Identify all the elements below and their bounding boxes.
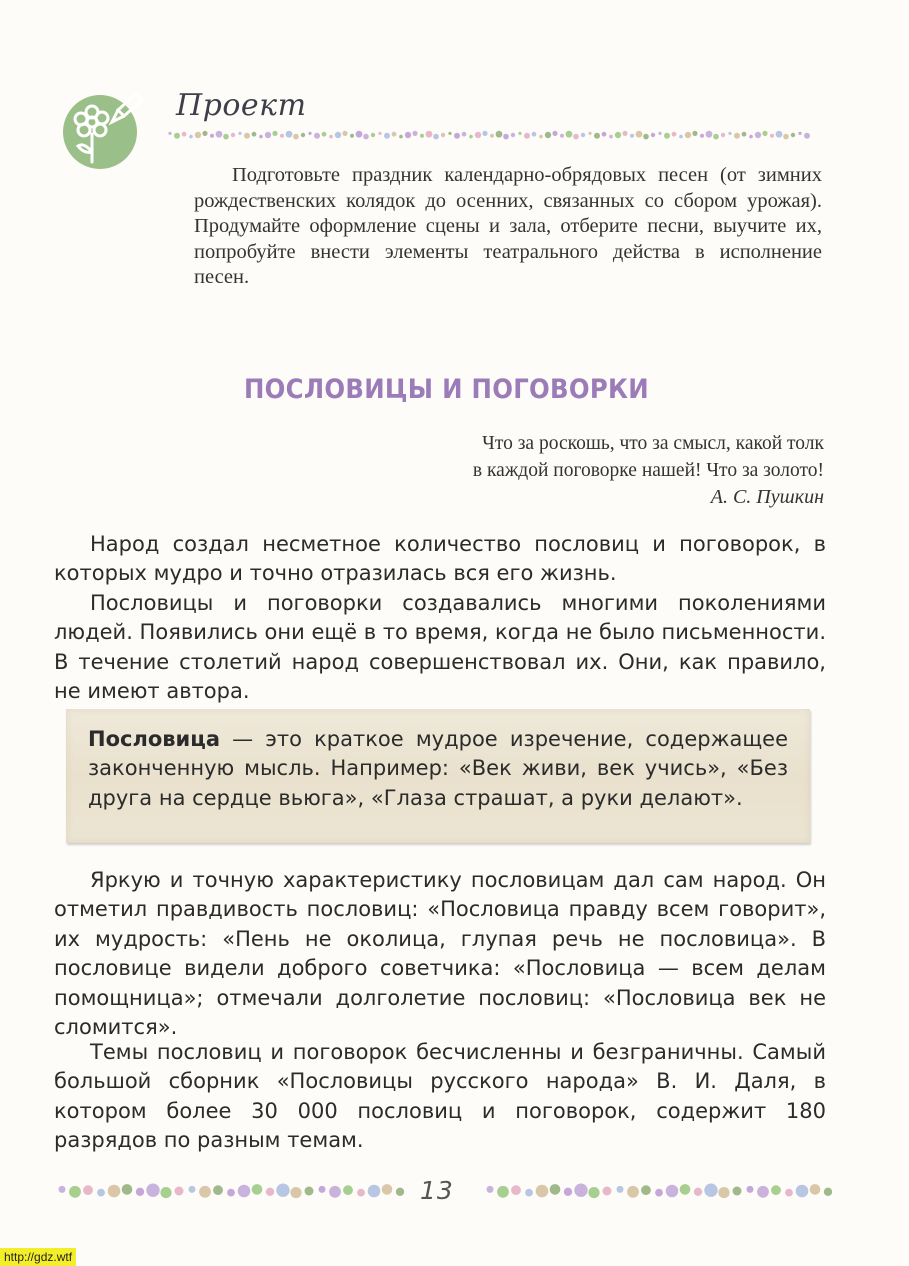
decorative-dot <box>182 132 187 137</box>
decorative-dot <box>581 133 585 137</box>
decorative-dot <box>202 131 207 136</box>
decorative-dot <box>617 1186 624 1193</box>
decorative-dot <box>108 1185 121 1198</box>
decorative-dot <box>276 1184 289 1197</box>
decorative-dot <box>713 134 719 140</box>
decorative-dot <box>168 132 171 135</box>
decorative-dot <box>704 1184 717 1197</box>
decorative-dot <box>755 132 761 138</box>
decorative-dot <box>335 132 341 138</box>
decorative-dot <box>265 132 271 138</box>
decorative-dot <box>396 1188 404 1196</box>
decorative-dot <box>189 1186 196 1193</box>
decorative-dot <box>734 133 740 139</box>
decorative-dot <box>59 1186 66 1193</box>
decorative-dot <box>382 1184 393 1195</box>
watermark-link[interactable]: http://gdz.wtf <box>0 1248 76 1266</box>
definition-box <box>66 709 810 843</box>
decorative-dot <box>252 1184 263 1195</box>
page-number: 13 <box>420 1176 454 1205</box>
decorative-dot <box>536 1185 549 1198</box>
decorative-dot <box>378 132 381 135</box>
decorative-dot <box>454 133 460 139</box>
decorative-dot <box>350 134 354 138</box>
decorative-dot <box>356 131 363 138</box>
decorative-dot <box>742 132 747 137</box>
definition-text <box>88 725 788 813</box>
decorative-dot <box>672 132 677 137</box>
decorative-dot <box>405 132 411 138</box>
decorative-dot <box>259 135 263 139</box>
decorative-dot <box>329 135 333 139</box>
decorative-dot <box>666 1185 679 1198</box>
decorative-dot <box>368 1185 381 1198</box>
decorative-dot <box>301 133 305 137</box>
definition-term: Пословица <box>88 727 220 751</box>
decorative-dot <box>511 133 515 137</box>
decorative-dot <box>136 1188 144 1196</box>
decorative-dot <box>384 133 390 139</box>
decorative-dot <box>272 131 277 136</box>
decorative-dot <box>83 1185 93 1195</box>
decorative-dot <box>174 133 180 139</box>
decorative-dot <box>733 1187 742 1196</box>
decorative-dot <box>305 1187 314 1196</box>
decorative-dot <box>195 132 201 138</box>
decorative-dot <box>609 135 613 139</box>
decorative-dot <box>213 1185 223 1195</box>
decorative-dot <box>685 132 691 138</box>
decorative-dot <box>231 133 235 137</box>
project-text: Подготовьте праздник календарно-обрядовых песен (от зимних рождественских колядок до осенних, связанных со сбором урожая). Продумайте оформление сцены и зала, отберите песни, выучите их, попробуйте внести элементы театрального действа в исполнение песен. <box>194 164 822 289</box>
decorative-dot <box>266 1188 274 1196</box>
decorative-dot <box>160 1187 171 1198</box>
decorative-dot <box>785 1189 793 1197</box>
decorative-dot <box>566 131 573 138</box>
decorative-dot <box>199 1186 211 1198</box>
decorative-dot <box>322 132 327 137</box>
flower-pencil-icon <box>62 90 144 172</box>
decorative-dots-top <box>166 127 816 143</box>
decorative-dot <box>238 1185 251 1198</box>
decorative-dot <box>651 133 655 137</box>
decorative-dots-bottom-left <box>58 1176 408 1206</box>
decorative-dot <box>588 132 591 135</box>
decorative-dot <box>762 131 767 136</box>
decorative-dot <box>594 133 600 139</box>
epigraph-author: А. С. Пушкин <box>710 486 824 508</box>
decorative-dot <box>641 1185 651 1195</box>
decorative-dot <box>210 134 214 138</box>
decorative-dot <box>824 1188 832 1196</box>
decorative-dot <box>399 135 403 139</box>
decorative-dot <box>482 131 487 136</box>
decorative-dot <box>496 131 503 138</box>
decorative-dot <box>412 131 417 136</box>
decorative-dot <box>658 132 661 135</box>
decorative-dot <box>692 131 697 136</box>
decorative-dot <box>615 132 621 138</box>
decorative-dot <box>227 1189 235 1197</box>
decorative-dot <box>122 1184 133 1195</box>
decorative-dot <box>525 1189 533 1197</box>
decorative-dot <box>497 1186 509 1198</box>
decorative-dot <box>655 1189 663 1197</box>
decorative-dot <box>539 135 543 139</box>
decorative-dot <box>791 133 795 137</box>
decorative-dot <box>552 131 557 136</box>
paragraph-1: Народ создал несметное количество пословиц и поговорок, в которых мудро и точно отразилась вся его жизнь. <box>54 532 826 586</box>
decorative-dot <box>146 1184 159 1197</box>
decorative-dot <box>564 1188 572 1196</box>
decorative-dot <box>69 1186 81 1198</box>
decorative-dot <box>238 132 241 135</box>
decorative-dot <box>487 1186 494 1193</box>
decorative-dot <box>728 132 731 135</box>
decorative-dot <box>776 131 783 138</box>
decorative-dot <box>308 132 311 135</box>
decorative-dot <box>426 131 433 138</box>
decorative-dot <box>771 1185 781 1195</box>
paragraph-2: Пословицы и поговорки создавались многими поколениями людей. Появились они ещё в то время, когда не было письменности. В течение столетий народ совершенствовал их. Они, как правило, не имеют автора. <box>54 591 826 704</box>
decorative-dot <box>627 1186 639 1198</box>
decorative-dot <box>357 1189 365 1197</box>
decorative-dot <box>175 1187 184 1196</box>
decorative-dot <box>252 132 257 137</box>
decorative-dot <box>721 133 725 137</box>
section-title: ПОСЛОВИЦЫ И ПОГОВОРКИ <box>244 374 649 405</box>
decorative-dot <box>97 1189 105 1197</box>
decorative-dot <box>798 132 801 135</box>
decorative-dot <box>680 1184 691 1195</box>
paragraph-4: Темы пословиц и поговорок бесчисленны и безграничны. Самый большой сборник «Пословицы русского народа» В. И. Даля, в котором более 30 000 пословиц и поговорок, содержит 180 разрядов по разным темам. <box>54 1040 826 1153</box>
decorative-dot <box>573 134 579 140</box>
decorative-dot <box>469 135 473 139</box>
epigraph-line-2: в каждой поговорке нашей! Что за золото! <box>472 460 824 481</box>
decorative-dots-bottom-right <box>486 1176 836 1206</box>
decorative-dot <box>223 134 229 140</box>
decorative-dot <box>630 134 634 138</box>
definition-body: — это краткое мудрое изречение, содержащее законченную мысль. Например: «Век живи, век учись», «Без друга на сердце вьюга», «Глаза страшат, а руки делают». <box>88 727 788 810</box>
decorative-dot <box>574 1184 587 1197</box>
decorative-dot <box>749 135 753 139</box>
epigraph-line-1: Что за роскошь, что за смысл, какой толк <box>482 433 824 454</box>
epigraph <box>350 430 824 511</box>
decorative-dot <box>588 1187 599 1198</box>
decorative-dot <box>343 1185 353 1195</box>
decorative-dot <box>770 134 774 138</box>
decorative-dot <box>511 1185 521 1195</box>
decorative-dot <box>433 134 439 140</box>
decorative-dot <box>189 135 193 139</box>
decorative-dot <box>475 132 481 138</box>
decorative-dot <box>329 1186 341 1198</box>
decorative-dot <box>603 1187 612 1196</box>
decorative-dot <box>244 133 250 139</box>
decorative-dot <box>524 133 530 139</box>
decorative-dot <box>371 133 375 137</box>
decorative-dot <box>796 1185 809 1198</box>
decorative-dot <box>532 132 537 137</box>
decorative-dot <box>700 134 704 138</box>
decorative-dot <box>293 134 299 140</box>
decorative-dot <box>448 132 451 135</box>
decorative-dot <box>602 132 607 137</box>
project-title: Проект <box>176 88 307 123</box>
decorative-dot <box>420 134 424 138</box>
decorative-dot <box>216 131 223 138</box>
decorative-dot <box>290 1187 301 1198</box>
decorative-dot <box>783 134 789 140</box>
decorative-dot <box>636 131 643 138</box>
decorative-dot <box>286 131 293 138</box>
decorative-dot <box>679 135 683 139</box>
decorative-dot <box>560 134 564 138</box>
decorative-dot <box>664 133 670 139</box>
decorative-dot <box>319 1186 326 1193</box>
decorative-dot <box>804 133 810 139</box>
decorative-dot <box>757 1186 769 1198</box>
decorative-dot <box>550 1184 561 1195</box>
decorative-dot <box>342 131 347 136</box>
decorative-dot <box>622 131 627 136</box>
decorative-dot <box>747 1186 754 1193</box>
decorative-dot <box>810 1184 821 1195</box>
decorative-dot <box>706 131 713 138</box>
decorative-dot <box>441 133 445 137</box>
decorative-dot <box>718 1187 729 1198</box>
paragraph-3: Яркую и точную характеристику пословицам дал сам народ. Он отметил правдивость пословиц: «Пословица правду всем говорит», их мудрость: «Пень не околица, глупая речь не пословица». В пословице видели доброго советчика: «Пословица — всем делам помощница»; отмечали долголетие пословиц: «Пословица век не сломится». <box>54 868 826 1040</box>
decorative-dot <box>314 133 320 139</box>
decorative-dot <box>694 1188 702 1196</box>
decorative-dot <box>490 134 494 138</box>
decorative-dot <box>462 132 467 137</box>
decorative-dot <box>643 134 649 140</box>
decorative-dot <box>518 132 521 135</box>
decorative-dot <box>503 134 509 140</box>
decorative-dot <box>280 134 284 138</box>
decorative-dot <box>392 132 397 137</box>
decorative-dot <box>363 134 369 140</box>
decorative-dot <box>545 132 551 138</box>
